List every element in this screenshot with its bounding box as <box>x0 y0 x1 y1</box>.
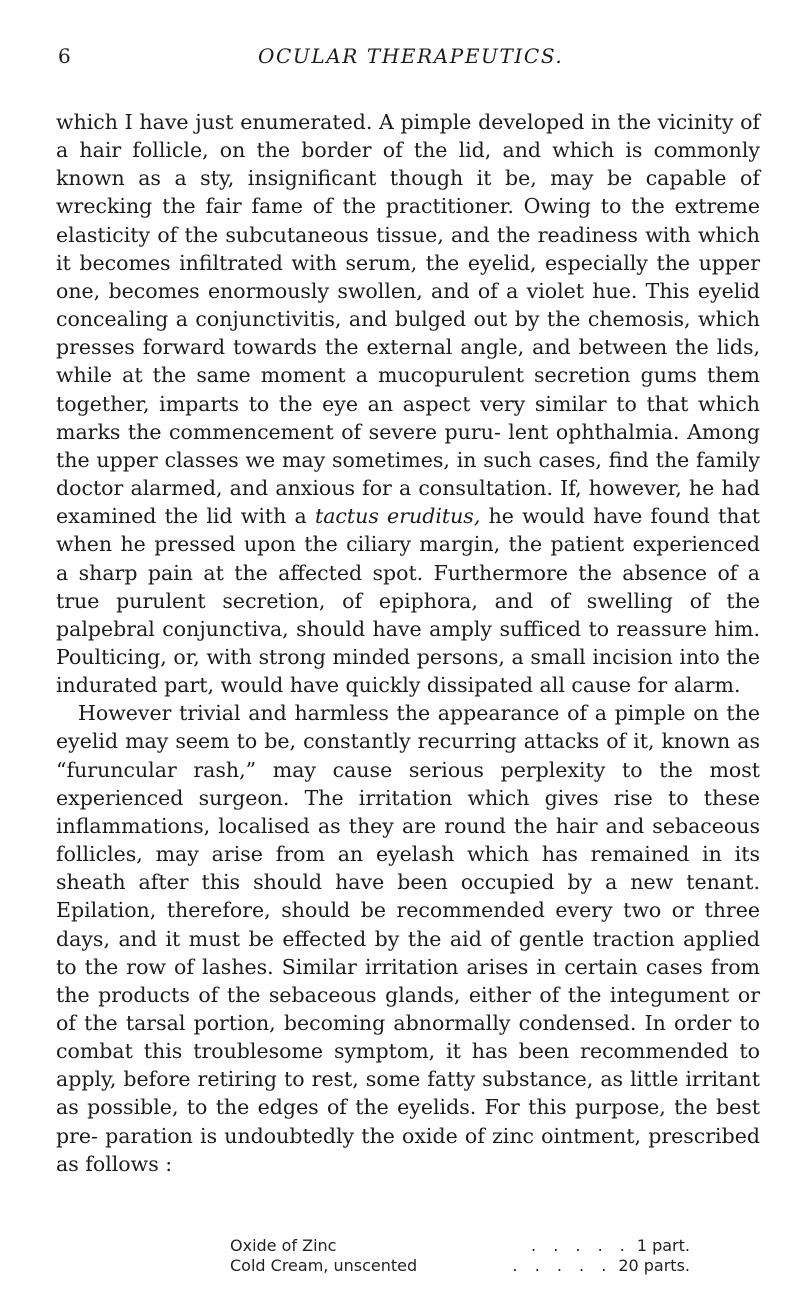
prescription-row <box>230 1236 690 1256</box>
dot-leader: . . . . . <box>512 1256 613 1275</box>
prescription-quantity: 20 parts. <box>618 1256 690 1275</box>
paragraph-2: However trivial and harmless the appearance of a pimple on the eyelid may seem to be, constantly recurring attacks of it, known as “furuncular rash,” may cause serious perplexity to the most experienced surgeon. The irritation which gives rise to these inflammations, localised as they are round the hair and sebaceous follicles, may arise from an eyelash which has remained in its sheath after this should have been occupied by a new tenant. Epilation, therefore, should be recommended every two or three days, and it must be effected by the aid of gentle traction applied to the row of lashes. Similar irritation arises in certain cases from the products of the sebaceous glands, either of the integument or of the tarsal portion, becoming abnormally condensed. In order to combat this troublesome symptom, it has been recommended to apply, before retiring to rest, some fatty substance, as little irritant as possible, to the edges of the eyelids. For this purpose, the best pre- paration is undoubtedly the oxide of zinc ointment, prescribed as follows : <box>56 701 760 1176</box>
paragraph-1-text-a: which I have just enumerated. A pimple developed in the vicinity of a hair follicle, on the border of the lid, and which is commonly known as a sty, insignificant though it be, may be capable of wrecking the fair fame of the practitioner. Owing to the extreme elasticity of the subcutaneous tissue, and the readiness with which it becomes infiltrated with serum, the eyelid, especially the upper one, becomes enormously swollen, and of a violet hue. This eyelid concealing a conjunctivitis, and bulged out by the chemosis, which presses forward towards the external angle, and between the lids, while at the same moment a mucopurulent secretion gums them together, imparts to the eye an aspect very similar to that which marks the commencement of severe puru- lent ophthalmia. Among the upper classes we may sometimes, in such cases, find the family doctor alarmed, and anxious for a consultation. If, however, he had examined the lid with a <box>56 110 760 529</box>
paragraph-1-text-b: he would have found that when he pressed upon the ciliary margin, the patient experienced a sharp pain at the affected spot. Furthermore the absence of a true purulent secretion, of epiphora, and of swelling of the palpebral conjunctiva, should have amply sufficed to reassure him. Poulticing, or, with strong minded persons, a small incision into the indurated part, would have quickly dissipated all cause for alarm. <box>56 504 760 698</box>
page-number: 6 <box>58 44 72 68</box>
body-text <box>56 108 760 1178</box>
paragraph-1-italic-phrase: tactus eruditus, <box>314 504 481 529</box>
dot-leader: . . . . . <box>531 1236 631 1255</box>
running-head <box>58 44 758 72</box>
prescription-quantity: 1 part. <box>636 1236 690 1255</box>
prescription-ingredient: Cold Cream, unscented <box>230 1256 418 1275</box>
prescription-row <box>230 1256 690 1276</box>
paragraph-1 <box>56 108 760 699</box>
prescription-table <box>230 1236 690 1276</box>
running-title: OCULAR THERAPEUTICS. <box>258 44 564 68</box>
prescription-ingredient: Oxide of Zinc <box>230 1236 337 1255</box>
